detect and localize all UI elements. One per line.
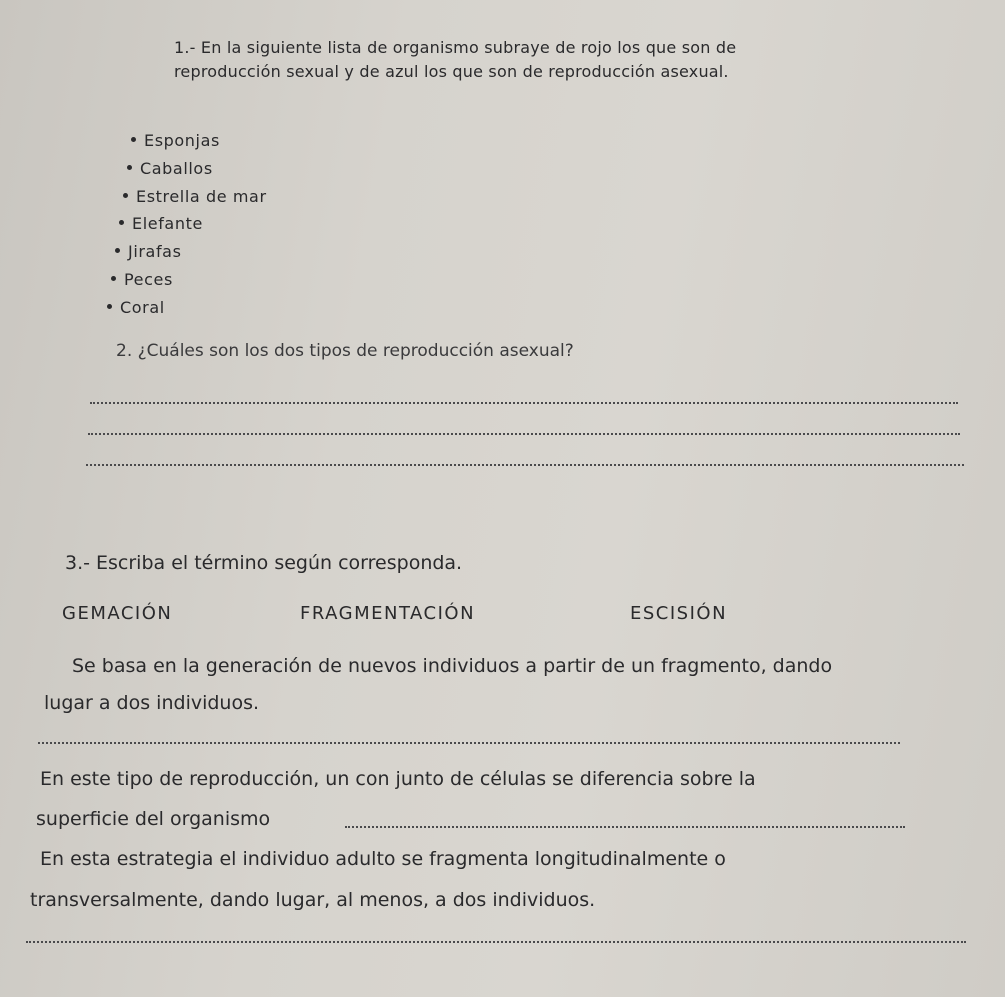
q2-question: 2. ¿Cuáles son los dos tipos de reproducción asexual?	[116, 341, 574, 361]
q3-title: 3.- Escriba el término según corresponda.	[65, 552, 463, 574]
q1-line2: reproducción sexual y de azul los que son de reproducción asexual.	[174, 62, 729, 81]
answer-line[interactable]	[345, 826, 905, 828]
list-item: Caballos	[127, 159, 213, 178]
bullet-icon	[131, 137, 136, 142]
definition-2-line2: superficie del organismo	[36, 808, 271, 830]
term-fragmentacion: FRAGMENTACIÓN	[300, 603, 476, 624]
definition-2-line1: En este tipo de reproducción, un con junto de células se diferencia sobre la	[40, 768, 756, 790]
answer-line[interactable]	[88, 433, 960, 435]
list-item: Peces	[111, 270, 173, 289]
list-item: Jirafas	[115, 242, 182, 261]
bullet-icon	[123, 193, 128, 198]
bullet-icon	[111, 276, 116, 281]
q1-line1: 1.- En la siguiente lista de organismo subraye de rojo los que son de	[174, 38, 737, 57]
answer-line[interactable]	[38, 742, 900, 744]
term-gemacion: GEMACIÓN	[62, 603, 173, 624]
list-item: Elefante	[119, 214, 203, 233]
list-item: Esponjas	[131, 131, 220, 150]
definition-3-line1: En esta estrategia el individuo adulto se fragmenta longitudinalmente o	[40, 848, 726, 870]
bullet-icon	[115, 248, 120, 253]
bullet-icon	[107, 304, 112, 309]
definition-1-line2: lugar a dos individuos.	[44, 692, 260, 714]
answer-line[interactable]	[90, 402, 958, 404]
term-escision: ESCISIÓN	[630, 603, 728, 624]
list-item: Estrella de mar	[123, 187, 267, 206]
answer-line[interactable]	[26, 941, 966, 943]
answer-line[interactable]	[86, 464, 964, 466]
list-item: Coral	[107, 298, 165, 317]
bullet-icon	[119, 220, 124, 225]
definition-1-line1: Se basa en la generación de nuevos individuos a partir de un fragmento, dando	[72, 655, 833, 677]
bullet-icon	[127, 165, 132, 170]
definition-3-line2: transversalmente, dando lugar, al menos, a dos individuos.	[30, 889, 596, 911]
